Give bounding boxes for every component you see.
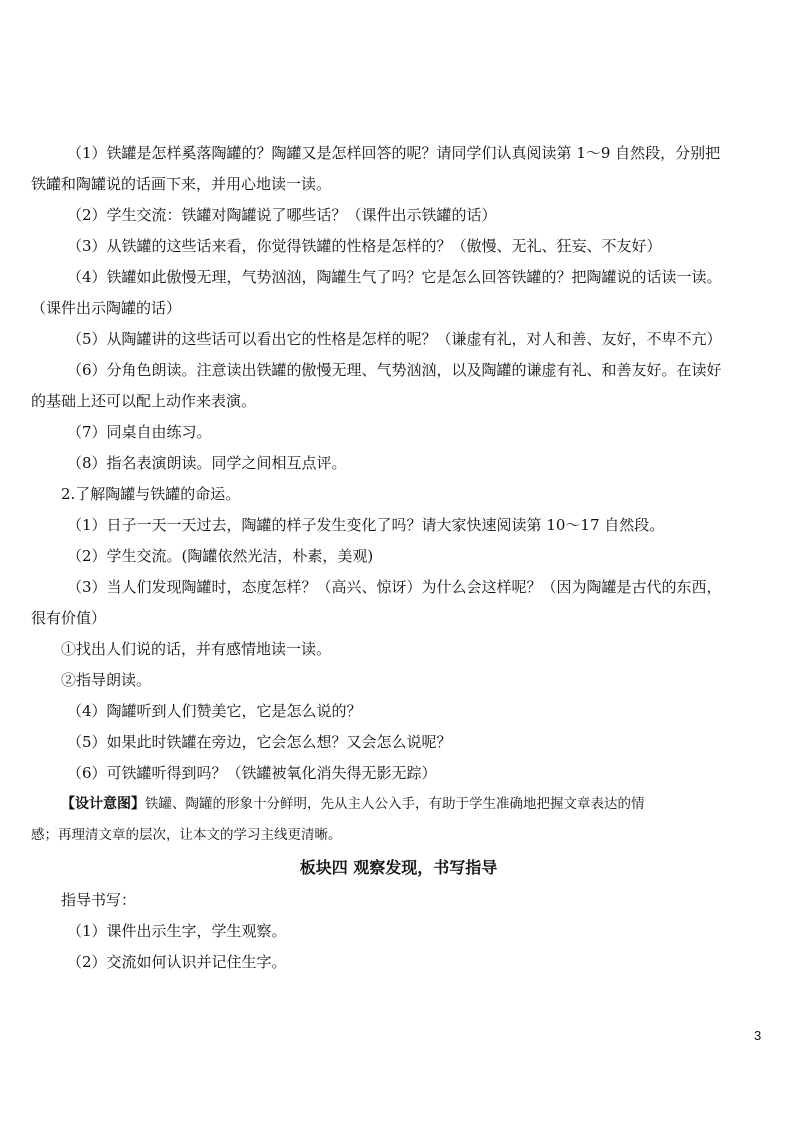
paragraph-line: 很有价值） [31,609,107,627]
paragraph-line: （6）可铁罐听得到吗？（铁罐被氧化消失得无影无踪） [67,764,437,782]
paragraph-line: （2）学生交流。(陶罐依然光洁，朴素，美观) [67,547,374,565]
paragraph-line: 指导书写： [61,891,137,909]
paragraph-line: 铁罐和陶罐说的话画下来，并用心地读一读。 [31,175,332,193]
paragraph-line: ①找出人们说的话，并有感情地读一读。 [61,640,332,658]
paragraph-line: （5）从陶罐讲的这些话可以看出它的性格是怎样的呢？（谦虚有礼，对人和善、友好，不卑不亢） [67,330,722,348]
design-note-continued: 感；再理清文章的层次，让本文的学习主线更清晰。 [31,827,342,843]
subsection-title: 2.了解陶罐与铁罐的命运。 [61,485,241,503]
paragraph-line: （5）如果此时铁罐在旁边，它会怎么想？又会怎么说呢？ [67,733,452,751]
paragraph-line: （3）从铁罐的这些话来看，你觉得铁罐的性格是怎样的？（傲慢、无礼、狂妄、不友好） [67,237,662,255]
section-heading: 板块四 观察发现，书写指导 [299,858,498,877]
paragraph-line: （4）铁罐如此傲慢无理，气势汹汹，陶罐生气了吗？它是怎么回答铁罐的？把陶罐说的话读一读。 [67,268,722,286]
document-body [31,138,766,978]
paragraph-line: （2）学生交流：铁罐对陶罐说了哪些话？（课件出示铁罐的话） [67,206,497,224]
paragraph-line: 的基础上还可以配上动作来表演。 [31,392,257,410]
paragraph-line: （1）课件出示生字，学生观察。 [67,922,287,940]
page-number: 3 [754,1028,762,1043]
paragraph-line: ②指导朗读。 [61,671,152,689]
paragraph-line: （8）指名表演朗读。同学之间相互点评。 [67,454,347,472]
design-note-text: 铁罐、陶罐的形象十分鲜明，先从主人公入手，有助于学生准确地把握文章表达的情 [145,796,645,812]
paragraph-line: （1）日子一天一天过去，陶罐的样子发生变化了吗？请大家快速阅读第 10～17 自然段。 [67,516,665,534]
design-note-label: 【设计意图】 [61,796,145,812]
design-note [31,789,766,820]
paragraph-line: （课件出示陶罐的话） [31,299,182,317]
paragraph-line: （1）铁罐是怎样奚落陶罐的？陶罐又是怎样回答的呢？请同学们认真阅读第 1～9 自然段，分别把 [67,144,721,162]
paragraph-line: （4）陶罐听到人们赞美它，它是怎么说的？ [67,702,362,720]
paragraph-line: （3）当人们发现陶罐时，态度怎样？（高兴、惊讶）为什么会这样呢？（因为陶罐是古代的东西， [67,578,722,596]
paragraph-line: （2）交流如何认识并记住生字。 [67,953,287,971]
paragraph-line: （6）分角色朗读。注意读出铁罐的傲慢无理、气势汹汹，以及陶罐的谦虚有礼、和善友好。在读好 [67,361,722,379]
paragraph-line: （7）同桌自由练习。 [67,423,212,441]
